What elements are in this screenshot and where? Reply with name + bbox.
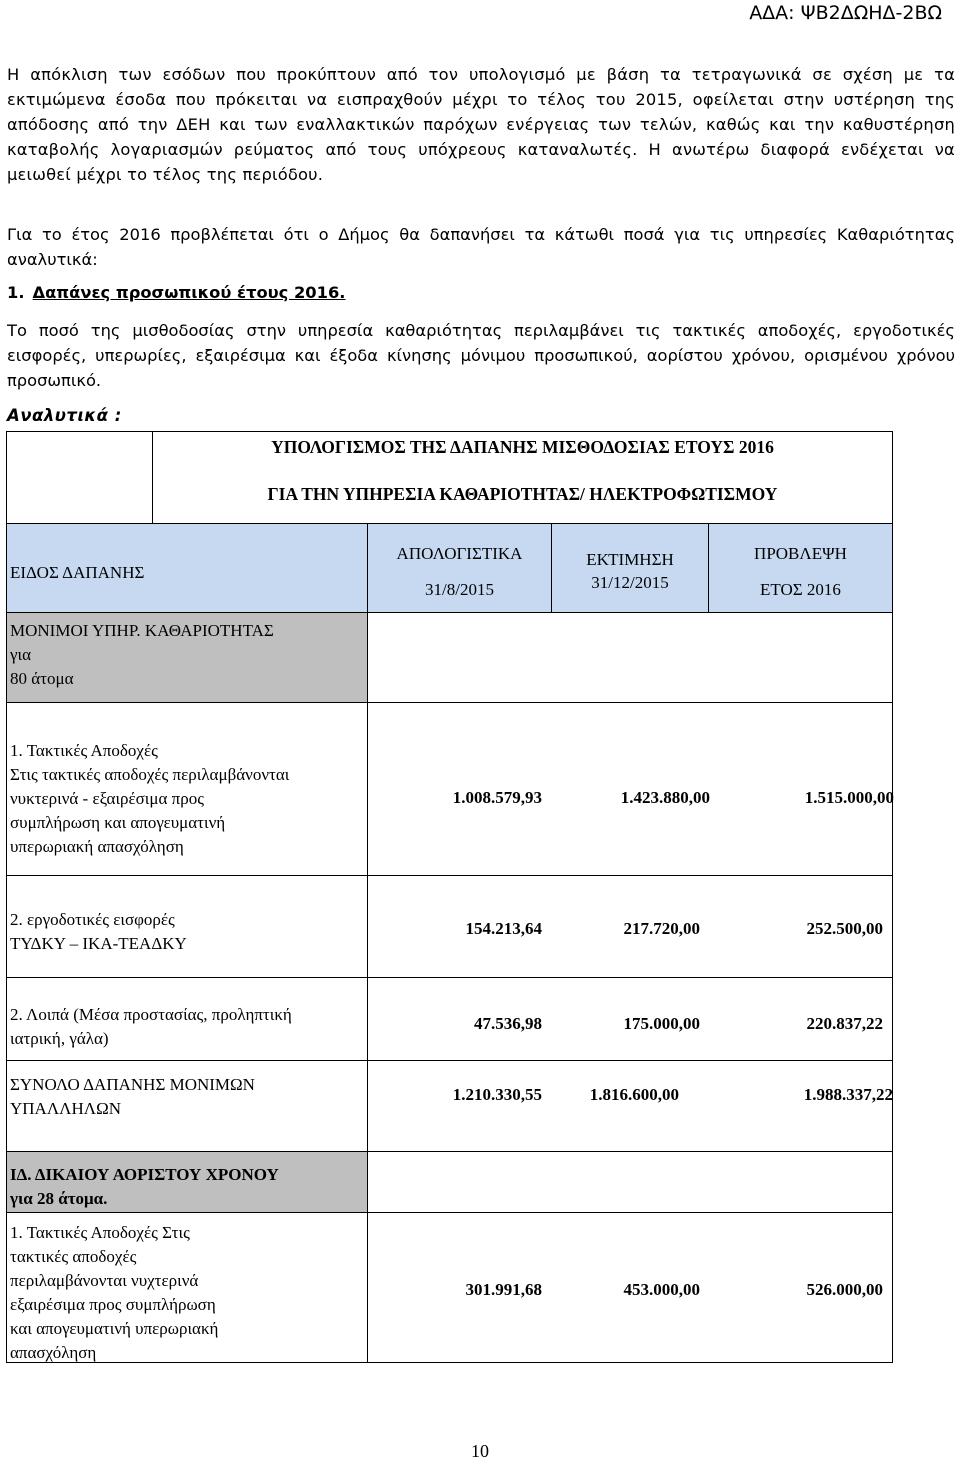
row3-forecast: 220.837,22 <box>806 1014 883 1033</box>
permanent-group-line2: για <box>10 645 31 664</box>
row1-label-line4: συμπλήρωση και απογευματινή <box>10 813 226 832</box>
total-actual: 1.210.330,55 <box>452 1085 542 1104</box>
total-label-line1: ΣΥΝΟΛΟ ΔΑΠΑΝΗΣ ΜΟΝΙΜΩΝ <box>10 1075 255 1094</box>
row2-label-line1: 2. εργοδοτικές εισφορές <box>10 910 175 929</box>
row2-actual: 154.213,64 <box>465 919 542 938</box>
row5-label-line3: περιλαμβάνονται νυχτερινά <box>10 1271 199 1290</box>
permanent-group-line1: ΜΟΝΙΜΟΙ ΥΠΗΡ. ΚΑΘΑΡΙΟΤΗΤΑΣ <box>10 621 274 640</box>
table-title-blank-cell <box>6 431 153 524</box>
row1-forecast: 1.515.000,00 <box>804 788 894 807</box>
row5-actual: 301.991,68 <box>465 1280 542 1299</box>
row5-label-line6: απασχόληση <box>10 1343 97 1362</box>
table-title-line1: ΥΠΟΛΟΓΙΣΜΟΣ ΤΗΣ ΔΑΠΑΝΗΣ ΜΙΣΘΟΔΟΣΙΑΣ ΕΤΟΥΣ 2016 <box>271 437 774 457</box>
row2-forecast: 252.500,00 <box>806 919 883 938</box>
header-forecast-label-1: ΠΡΟΒΛΕΨΗ <box>754 544 847 563</box>
row1-label-line1: 1. Τακτικές Αποδοχές <box>10 741 158 760</box>
row5-label-line2: τακτικές αποδοχές <box>10 1247 137 1266</box>
section-title: Δαπάνες προσωπικού έτους 2016. <box>32 283 346 302</box>
row3-label-line2: ιατρική, γάλα) <box>10 1029 109 1048</box>
ada-code: ΑΔΑ: ΨΒ2ΔΩΗΔ-2ΒΩ <box>749 2 942 24</box>
row1-label-line5: υπερωριακή απασχόληση <box>10 837 184 856</box>
section-heading <box>7 283 345 302</box>
permanent-group-blank <box>367 612 893 703</box>
header-type-label: ΕΙΔΟΣ ΔΑΠΑΝΗΣ <box>10 563 145 582</box>
header-estimate-label-2: 31/12/2015 <box>591 573 669 592</box>
row1-actual: 1.008.579,93 <box>452 788 542 807</box>
personnel-paragraph: Το ποσό της μισθοδοσίας στην υπηρεσία καθαριότητας περιλαμβάνει τις τακτικές αποδοχές, εργοδοτικές εισφορές, υπερωρίες, εξαιρέσιμα και έξοδα κίνησης μόνιμου προσωπικού, αορίστου χρόνου, ορισμένου χρόνου προσωπικό. <box>7 321 955 390</box>
header-estimate-label-1: ΕΚΤΙΜΗΣΗ <box>586 550 674 569</box>
row5-label-line1: 1. Τακτικές Αποδοχές Στις <box>10 1223 190 1242</box>
total-estimate: 1.816.600,00 <box>589 1085 679 1104</box>
indefinite-group-line2: για 28 άτομα. <box>10 1189 108 1208</box>
row2-estimate: 217.720,00 <box>623 919 700 938</box>
forecast-paragraph: Για το έτος 2016 προβλέπεται ότι ο Δήμος θα δαπανήσει τα κάτωθι ποσά για τις υπηρεσίες Καθαριότητας αναλυτικά: <box>7 225 955 269</box>
total-values-cell <box>367 1060 893 1152</box>
permanent-group-line3: 80 άτομα <box>10 669 74 688</box>
page-number: 10 <box>471 1441 489 1461</box>
section-number: 1. <box>7 283 25 302</box>
header-actual-label-2: 31/8/2015 <box>425 580 494 599</box>
header-forecast-label-2: ΕΤΟΣ 2016 <box>760 580 841 599</box>
row3-actual: 47.536,98 <box>474 1014 542 1033</box>
row1-label-line3: νυκτερινά - εξαιρέσιμα προς <box>10 789 204 808</box>
intro-paragraph: Η απόκλιση των εσόδων που προκύπτουν από τον υπολογισμό με βάση τα τετραγωνικά σε σχέση με τα εκτιμώμενα έσοδα που πρόκειται να εισπραχθούν μέχρι το τέλος του 2015, οφείλεται στην υστέρηση της απόδοσης από την ΔΕΗ και των εναλλακτικών παρόχων ενέργειας των τελών, καθώς και την καθυστέρηση καταβολής λογαριασμών ρεύματος από τους υπόχρεους καταναλωτές. Η ανωτέρω διαφορά ενδέχεται να μειωθεί μέχρι το τέλος της περιόδου. <box>7 65 955 184</box>
header-actual-label-1: ΑΠΟΛΟΓΙΣΤΙΚΑ <box>396 544 523 563</box>
row5-label-line4: εξαιρέσιμα προς συμπλήρωση <box>10 1295 216 1314</box>
indefinite-group-line1: ΙΔ. ΔΙΚΑΙΟΥ ΑΟΡΙΣΤΟΥ ΧΡΟΝΟΥ <box>10 1165 279 1184</box>
row1-label-line2: Στις τακτικές αποδοχές περιλαμβάνονται <box>10 765 290 784</box>
table-title-line2: ΓΙΑ ΤΗΝ ΥΠΗΡΕΣΙΑ ΚΑΘΑΡΙΟΤΗΤΑΣ/ ΗΛΕΚΤΡΟΦΩΤΙΣΜΟΥ <box>267 484 778 504</box>
row2-label-line2: ΤΥΔΚΥ – ΙΚΑ-ΤΕΑΔΚΥ <box>10 934 187 953</box>
total-forecast: 1.988.337,22 <box>803 1085 893 1104</box>
analytika-label: Αναλυτικά : <box>7 406 122 425</box>
row1-estimate: 1.423.880,00 <box>620 788 710 807</box>
indefinite-group-blank <box>367 1151 893 1213</box>
row3-label-line1: 2. Λοιπά (Μέσα προστασίας, προληπτική <box>10 1005 292 1024</box>
row5-label-line5: και απογευματινή υπερωριακή <box>10 1319 219 1338</box>
row3-estimate: 175.000,00 <box>623 1014 700 1033</box>
row5-forecast: 526.000,00 <box>806 1280 883 1299</box>
total-label-line2: ΥΠΑΛΛΗΛΩΝ <box>10 1099 121 1118</box>
row5-estimate: 453.000,00 <box>623 1280 700 1299</box>
